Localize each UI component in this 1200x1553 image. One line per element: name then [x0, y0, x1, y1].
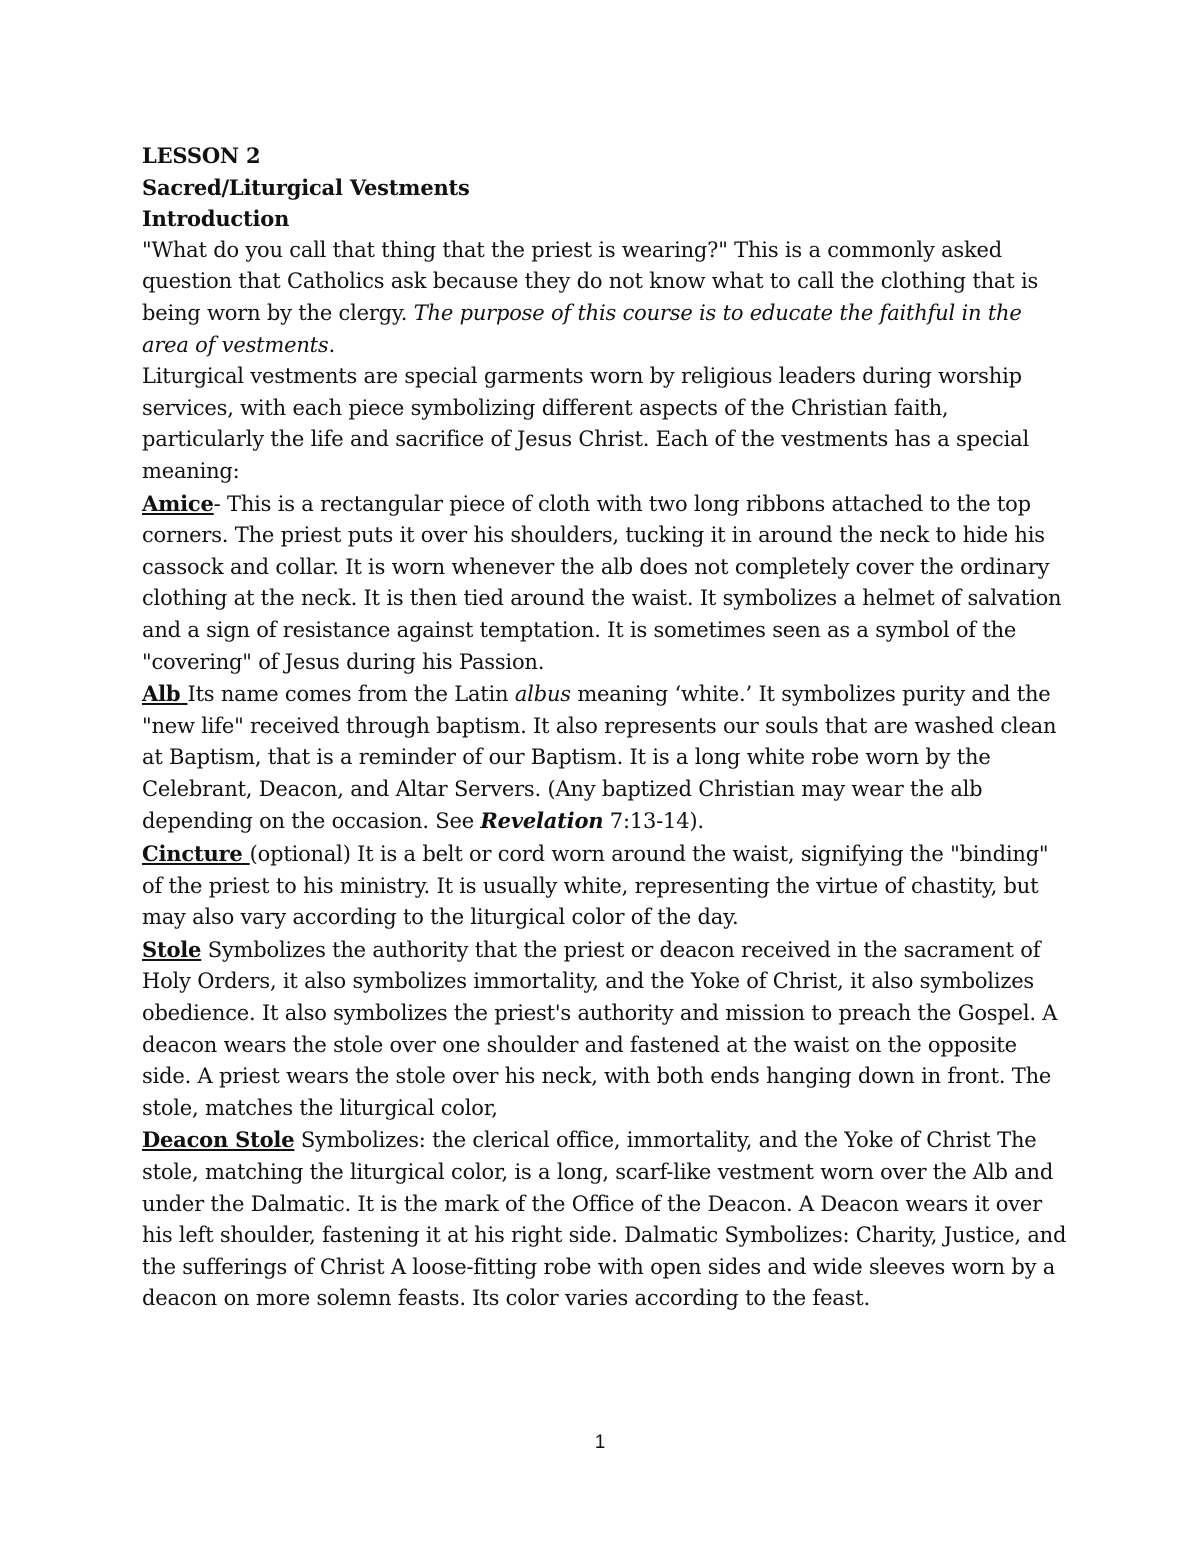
alb-scripture-reference: Revelation: [480, 808, 604, 834]
document-body: [142, 140, 1072, 1315]
intro-period: .: [328, 332, 335, 357]
alb-latin-word: albus: [514, 682, 571, 707]
cincture-description: (optional) It is a belt or cord worn around the waist, signifying the "binding" of the priest to his ministry. It is usually white, representing the virtue of chastity, but may also vary according to the liturgical color of the day.: [142, 842, 1049, 930]
amice-description: - This is a rectangular piece of cloth with two long ribbons attached to the top corners. The priest puts it over his shoulders, tucking it in around the neck to hide his cassock and collar. It is worn whenever the alb does not completely cover the ordinary clothing at the neck. It is then tied around the waist. It symbolizes a helmet of salvation and a sign of resistance against temptation. It is sometimes seen as a symbol of the "covering" of Jesus during his Passion.: [142, 491, 1062, 674]
deacon-stole-description: Symbolizes: the clerical office, immortality, and the Yoke of Christ The stole, matching the liturgical color, is a long, scarf-like vestment worn over the Alb and under the Dalmatic. It is the mark of the Office of the Deacon. A Deacon wears it over his left shoulder, fastening it at his right side. Dalmatic Symbolizes: Charity, Justice, and the sufferings of Christ A loose-fitting robe with open sides and wide sleeves worn by a deacon on more solemn feasts. Its color varies according to the feast.: [142, 1128, 1067, 1311]
lesson-number: LESSON 2: [142, 143, 261, 168]
deacon-stole-term: Deacon Stole: [142, 1127, 295, 1153]
alb-entry: [142, 678, 1072, 838]
intro-text: "What do you call that thing that the priest is wearing?" This is a commonly asked question that Catholics ask because they do not know what to call the clothing that is being worn by the clergy.: [142, 237, 1039, 325]
alb-description-b: meaning ‘white.’ It symbolizes purity and the "new life" received through baptism. It also represents our souls that are washed clean at Baptism, that is a reminder of our Baptism. It is a long white robe worn by the Celebrant, Deacon, and Altar Servers. (Any baptized Christian may wear the alb depending on the occasion. See: [142, 682, 1057, 834]
vestments-overview-paragraph: Liturgical vestments are special garments worn by religious leaders during worship services, with each piece symbolizing different aspects of the Christian faith, particularly the life and sacrifice of Jesus Christ. Each of the vestments has a special meaning:: [142, 364, 1029, 483]
amice-entry: [142, 488, 1072, 679]
intro-paragraph: [142, 235, 1072, 361]
section-heading: Introduction: [142, 206, 290, 232]
amice-term: Amice: [142, 490, 214, 516]
alb-term: Alb: [142, 681, 188, 707]
stole-entry: [142, 934, 1072, 1125]
intro-purpose-italic: The purpose of this course is to educate the faithful in the area of vestments: [142, 300, 1022, 357]
alb-description-a: Its name comes from the Latin: [187, 682, 515, 707]
stole-term: Stole: [142, 936, 202, 962]
cincture-term: Cincture: [142, 841, 250, 867]
cincture-entry: [142, 838, 1072, 934]
page-title: Sacred/Liturgical Vestments: [142, 174, 470, 200]
alb-description-c: 7:13-14).: [603, 809, 704, 834]
page-number: 1: [594, 1432, 606, 1453]
stole-description: Symbolizes the authority that the priest or deacon received in the sacrament of Holy Orders, it also symbolizes immortality, and the Yoke of Christ, it also symbolizes obedience. It also symbolizes the priest's authority and mission to preach the Gospel. A deacon wears the stole over one shoulder and fastened at the waist on the opposite side. A priest wears the stole over his neck, with both ends hanging down in front. The stole, matches the liturgical color,: [142, 937, 1058, 1120]
deacon-stole-entry: [142, 1124, 1072, 1315]
